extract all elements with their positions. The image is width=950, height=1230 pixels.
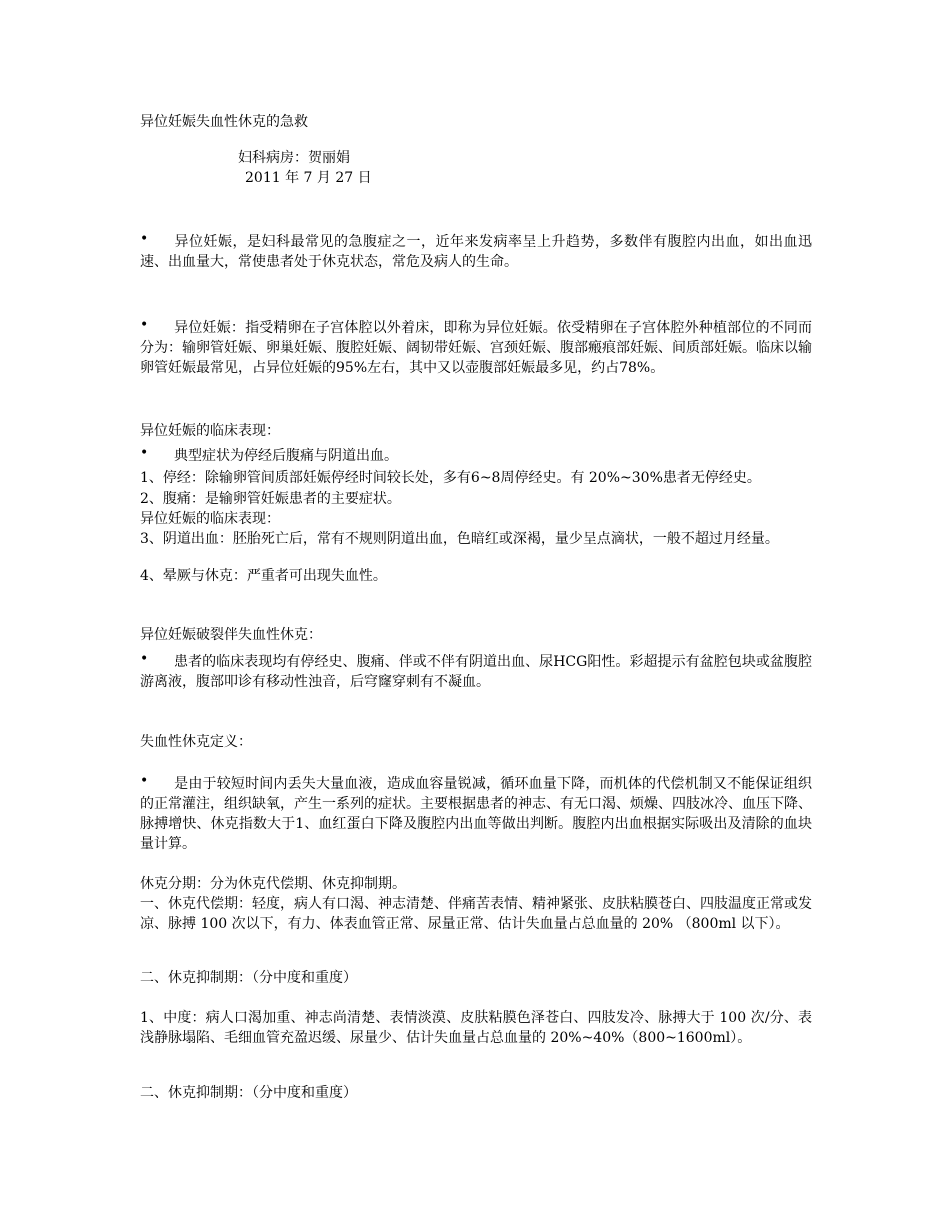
- bullet-icon: •: [140, 231, 149, 247]
- shock-inhibited-heading: 二、休克抑制期：（分中度和重度）: [140, 970, 357, 986]
- rupture-bullet: [140, 652, 812, 692]
- clinical-item-2: 2、腹痛：是输卵管妊娠患者的主要症状。: [140, 491, 401, 507]
- shock-definition-bullet: [140, 774, 812, 854]
- date-line: 2011 年 7 月 27 日: [245, 170, 372, 186]
- clinical-item-1: 1、停经：除输卵管间质部妊娠停经时间较长处，多有6~8周停经史。有 20%~30%患者无停经史。: [140, 470, 761, 486]
- shock-stage-intro: 休克分期：分为休克代偿期、休克抑制期。: [140, 876, 406, 892]
- clinical-bullet-text: 典型症状为停经后腹痛与阴道出血。: [174, 448, 398, 464]
- shock-inhibited-heading-repeat: 二、休克抑制期：（分中度和重度）: [140, 1085, 357, 1101]
- clinical-item-4: 4、晕厥与休克：严重者可出现失血性。: [140, 568, 387, 584]
- clinical-heading: 异位妊娠的临床表现：: [140, 423, 280, 439]
- clinical-heading-repeat: 异位妊娠的临床表现：: [140, 511, 280, 527]
- document-title: 异位妊娠失血性休克的急救: [140, 114, 308, 130]
- bullet-icon: •: [140, 317, 149, 333]
- clinical-item-3: 3、阴道出血：胚胎死亡后，常有不规则阴道出血，色暗红或深褐，量少呈点滴状，一般不超过月经量。: [140, 531, 779, 547]
- intro-bullet-2: [140, 318, 812, 378]
- author-line: 妇科病房：贺丽娟: [238, 150, 350, 166]
- intro-bullet-2-text: 异位妊娠：指受精卵在子宫体腔以外着床，即称为异位妊娠。依受精卵在子宫体腔外种植部位的不同而分为：输卵管妊娠、卵巢妊娠、腹腔妊娠、阔韧带妊娠、宫颈妊娠、腹部瘢痕部妊娠、间质部妊娠。临床以输卵管妊娠最常见，占异位妊娠的95%左右，其中又以壶腹部妊娠最多见，约占78%。: [140, 320, 812, 376]
- intro-bullet-1: [140, 232, 812, 272]
- rupture-bullet-text: 患者的临床表现均有停经史、腹痛、伴或不伴有阴道出血、尿HCG阳性。彩超提示有盆腔包块或盆腹腔游离液，腹部叩诊有移动性浊音，后穹窿穿刺有不凝血。: [140, 654, 812, 690]
- bullet-icon: •: [140, 651, 149, 667]
- shock-stage-moderate: 1、中度：病人口渴加重、神志尚清楚、表情淡漠、皮肤粘膜色泽苍白、四肢发冷、脉搏大于 100 次/分、表浅静脉塌陷、毛细血管充盈迟缓、尿量少、估计失血量占总血量的 20%~40%（800~1600ml）。: [140, 1010, 812, 1046]
- bullet-icon: •: [140, 445, 149, 461]
- intro-bullet-1-text: 异位妊娠，是妇科最常见的急腹症之一，近年来发病率呈上升趋势，多数伴有腹腔内出血，如出血迅速、出血量大，常使患者处于休克状态，常危及病人的生命。: [140, 234, 812, 270]
- shock-definition-text: 是由于较短时间内丢失大量血液，造成血容量锐减，循环血量下降，而机体的代偿机制又不能保证组织的正常灌注，组织缺氧，产生一系列的症状。主要根据患者的神志、有无口渴、烦燥、四肢冰冷、血压下降、脉搏增快、休克指数大于1、血红蛋白下降及腹腔内出血等做出判断。腹腔内出血根据实际吸出及清除的血块量计算。: [140, 776, 812, 852]
- shock-definition-heading: 失血性休克定义：: [140, 734, 252, 750]
- clinical-bullet: [140, 446, 812, 466]
- shock-stage-compensated: 一、休克代偿期：轻度，病人有口渴、神志清楚、伴痛苦表情、精神紧张、皮肤粘膜苍白、四肢温度正常或发凉、脉搏 100 次以下，有力、体表血管正常、尿量正常、估计失血量占总血量的 20% （800ml 以下）。: [140, 896, 812, 932]
- rupture-heading: 异位妊娠破裂伴失血性休克：: [140, 627, 322, 643]
- bullet-icon: •: [140, 773, 149, 789]
